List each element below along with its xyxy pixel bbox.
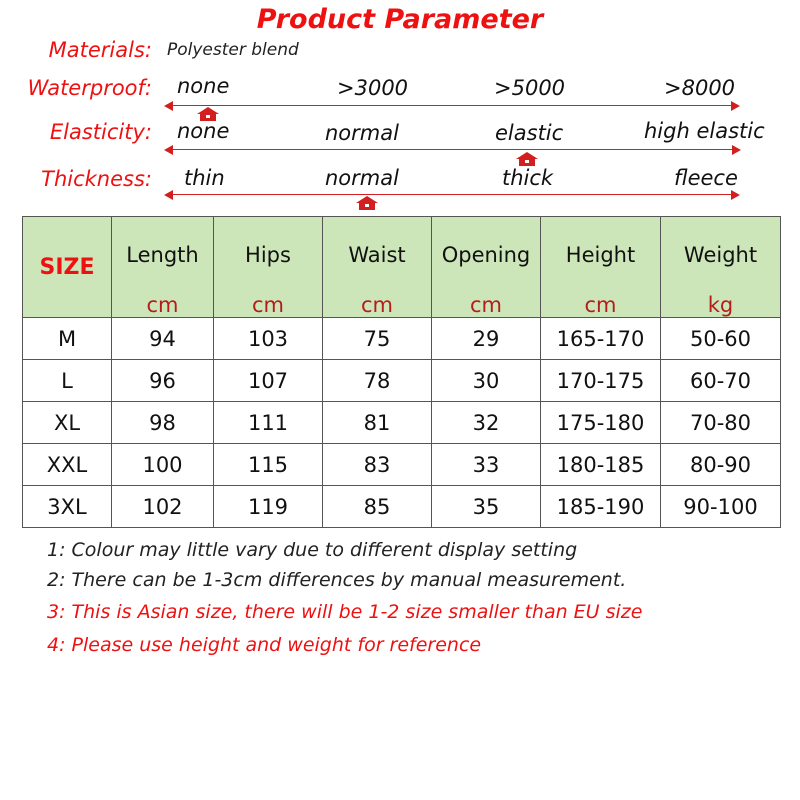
cell-height: 170-175	[541, 360, 661, 402]
cell-length: 98	[112, 402, 214, 444]
waterproof-level-4: >8000	[664, 76, 736, 100]
table-row	[23, 486, 781, 528]
cell-height: 180-185	[541, 444, 661, 486]
header-name: Waist	[348, 243, 406, 267]
header-unit: cm	[360, 293, 393, 317]
elasticity-label: Elasticity:	[49, 120, 152, 144]
cell-height: 175-180	[541, 402, 661, 444]
waterproof-arrow-left	[164, 101, 173, 111]
elasticity-level-4: high elastic	[644, 119, 765, 143]
cell-waist: 78	[323, 360, 432, 402]
waterproof-label: Waterproof:	[27, 76, 152, 100]
cell-weight: 70-80	[661, 402, 781, 444]
note-1: 1: Colour may little vary due to different display setting	[47, 539, 578, 561]
header-unit: cm	[146, 293, 179, 317]
header-weight	[661, 217, 781, 318]
cell-opening: 33	[432, 444, 541, 486]
thickness-scale-line	[170, 194, 732, 195]
header-size-label: SIZE	[39, 255, 95, 280]
thickness-level-1: thin	[184, 166, 225, 190]
cell-opening: 32	[432, 402, 541, 444]
elasticity-arrow-right	[732, 145, 741, 155]
header-unit: kg	[707, 293, 734, 317]
header-length	[112, 217, 214, 318]
header-waist	[323, 217, 432, 318]
cell-weight: 50-60	[661, 318, 781, 360]
table-row	[23, 444, 781, 486]
cell-height: 185-190	[541, 486, 661, 528]
header-size	[23, 217, 112, 318]
cell-size: XL	[23, 402, 112, 444]
thickness-arrow-right	[731, 190, 740, 200]
thickness-label: Thickness:	[41, 167, 152, 191]
page-title: Product Parameter	[256, 4, 544, 35]
header-unit: cm	[469, 293, 502, 317]
materials-label: Materials:	[48, 38, 152, 62]
elasticity-arrow-left	[164, 145, 173, 155]
note-4: 4: Please use height and weight for reference	[47, 634, 482, 656]
header-unit: cm	[584, 293, 617, 317]
cell-length: 96	[112, 360, 214, 402]
header-name: Opening	[441, 243, 531, 267]
header-hips	[214, 217, 323, 318]
cell-opening: 35	[432, 486, 541, 528]
cell-opening: 30	[432, 360, 541, 402]
waterproof-scale-line	[170, 105, 732, 106]
thickness-level-3: thick	[502, 166, 554, 190]
thickness-marker-icon	[356, 196, 378, 210]
elasticity-scale-line	[170, 149, 733, 150]
cell-size: 3XL	[23, 486, 112, 528]
cell-hips: 107	[214, 360, 323, 402]
cell-weight: 90-100	[661, 486, 781, 528]
header-opening	[432, 217, 541, 318]
cell-hips: 115	[214, 444, 323, 486]
cell-length: 100	[112, 444, 214, 486]
cell-size: M	[23, 318, 112, 360]
header-unit: cm	[251, 293, 284, 317]
cell-size: XXL	[23, 444, 112, 486]
materials-value: Polyester blend	[167, 40, 299, 60]
cell-waist: 83	[323, 444, 432, 486]
size-table	[22, 216, 781, 528]
header-height	[541, 217, 661, 318]
cell-size: L	[23, 360, 112, 402]
cell-weight: 60-70	[661, 360, 781, 402]
header-name: Weight	[683, 243, 758, 267]
cell-waist: 81	[323, 402, 432, 444]
cell-waist: 85	[323, 486, 432, 528]
thickness-level-4: fleece	[674, 166, 738, 190]
cell-length: 94	[112, 318, 214, 360]
waterproof-level-1: none	[177, 74, 230, 98]
header-name: Height	[565, 243, 636, 267]
elasticity-marker-icon	[516, 152, 538, 166]
waterproof-level-2: >3000	[337, 76, 409, 100]
header-name: Length	[126, 243, 199, 267]
header-name: Hips	[245, 243, 291, 267]
thickness-arrow-left	[164, 190, 173, 200]
cell-height: 165-170	[541, 318, 661, 360]
cell-hips: 103	[214, 318, 323, 360]
cell-hips: 119	[214, 486, 323, 528]
cell-weight: 80-90	[661, 444, 781, 486]
elasticity-level-2: normal	[325, 121, 399, 145]
cell-hips: 111	[214, 402, 323, 444]
table-row	[23, 318, 781, 360]
cell-opening: 29	[432, 318, 541, 360]
cell-waist: 75	[323, 318, 432, 360]
table-row	[23, 402, 781, 444]
waterproof-arrow-right	[731, 101, 740, 111]
note-3: 3: This is Asian size, there will be 1-2 size smaller than EU size	[47, 601, 643, 623]
table-header-row	[23, 217, 781, 318]
waterproof-level-3: >5000	[494, 76, 566, 100]
elasticity-level-1: none	[177, 119, 230, 143]
note-2: 2: There can be 1-3cm differences by manual measurement.	[47, 569, 627, 591]
elasticity-level-3: elastic	[495, 121, 564, 145]
cell-length: 102	[112, 486, 214, 528]
table-row	[23, 360, 781, 402]
thickness-level-2: normal	[325, 166, 399, 190]
